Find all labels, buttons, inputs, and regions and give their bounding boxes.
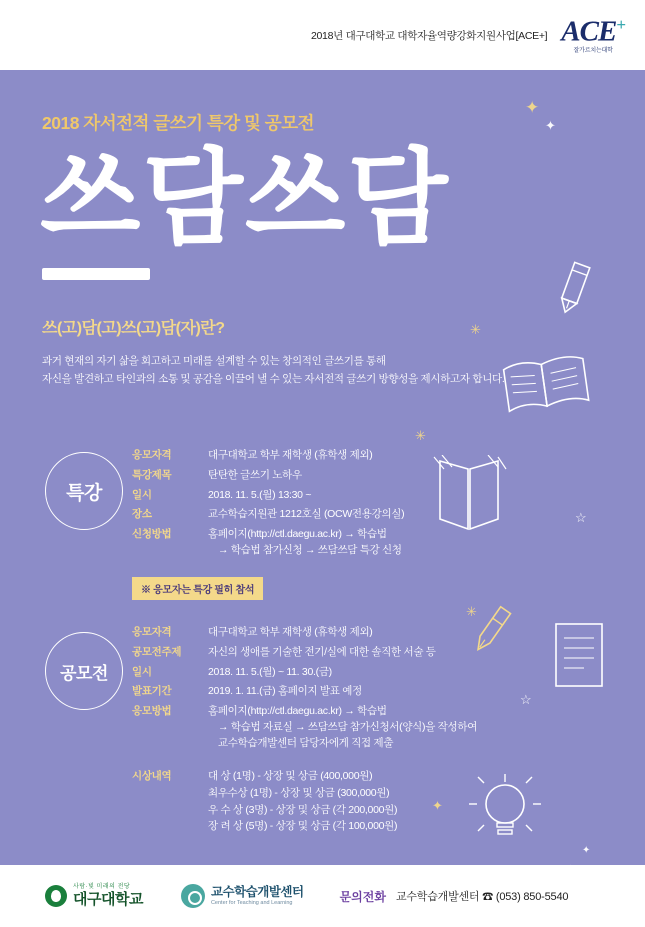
intro-description-line-2: 자신을 발견하고 타인과의 소통 및 공감을 이끌어 낼 수 있는 자서전적 글쓰기 방향성을 제시하고자 합니다. — [42, 373, 505, 386]
open-book-icon — [500, 352, 592, 416]
award-row — [132, 768, 532, 785]
daegu-university-logo — [45, 884, 143, 908]
ace-logo — [561, 16, 625, 55]
page-title: 쓰담쓰담 — [40, 141, 450, 257]
ace-logo-plus: + — [616, 14, 625, 34]
info-label: 발표기간 — [132, 685, 172, 698]
sparkle-icon: ✦ — [525, 98, 540, 117]
info-value-main: 홈페이지(http://ctl.daegu.ac.kr) → 학습법 — [208, 528, 387, 540]
info-row — [132, 507, 512, 523]
intro-description — [42, 352, 505, 389]
asterisk-icon: ✳ — [466, 604, 477, 619]
award-value: 대 상 (1명) - 상장 및 상금 (400,000원) — [208, 770, 373, 782]
special-lecture-note: ※ 응모자는 특강 필히 참석 — [132, 577, 263, 600]
info-value: 2018. 11. 5.(월) 13:30 ~ — [208, 488, 312, 501]
info-value-sub: → 학습법 자료실 → 쓰담쓰담 참가신청서(양식)을 작성하여 — [218, 720, 478, 733]
info-value-main: 홈페이지(http://ctl.daegu.ac.kr) → 학습법 — [208, 705, 387, 717]
info-value — [208, 704, 532, 751]
award-value: 우 수 상 (3명) - 상장 및 상금 (각 200,000원) — [208, 803, 398, 816]
award-label: 시상내역 — [132, 770, 172, 782]
info-row — [132, 625, 532, 641]
intro-description-line-1: 과거 현재의 자기 삶을 회고하고 미래를 설계할 수 있는 창의적인 글쓰기를 통해 — [42, 355, 386, 367]
info-value — [208, 527, 512, 559]
star-icon: ✦ — [582, 845, 591, 856]
info-label: 공모전주제 — [132, 645, 182, 658]
page-headline: 2018 자서전적 글쓰기 특강 및 공모전 — [42, 113, 315, 133]
award-row — [132, 785, 532, 802]
footer-bar — [0, 865, 645, 927]
ctl-logo-mark-icon — [181, 884, 205, 908]
star-icon: ☆ — [520, 692, 532, 707]
award-label-spacer — [132, 785, 208, 802]
award-label-spacer — [132, 818, 208, 835]
info-label: 일시 — [132, 488, 152, 501]
info-value: 2019. 1. 11.(금) 홈페이지 발표 예정 — [208, 685, 362, 698]
info-label: 신청방법 — [132, 528, 172, 540]
info-row — [132, 488, 512, 504]
title-underline — [42, 268, 150, 280]
asterisk-icon: ✳ — [470, 322, 481, 337]
ctl-logo — [181, 884, 304, 908]
info-value: 대구대학교 학부 재학생 (휴학생 제외) — [208, 449, 373, 461]
header-bar — [0, 0, 645, 70]
info-row — [132, 665, 532, 681]
award-value: 장 려 상 (5명) - 상장 및 상금 (각 100,000원) — [208, 820, 398, 833]
intro-question: 쓰(고)담(고)쓰(고)담(자)란? — [42, 320, 225, 337]
info-value: 2018. 11. 5.(월) ~ 11. 30.(금) — [208, 665, 332, 678]
award-value: 최우수상 (1명) - 상장 및 상금 (300,000원) — [208, 786, 390, 799]
ace-logo-subtitle: 잘가르치는대학 — [573, 48, 613, 55]
daegu-logo-tagline: 사람·빛 미래의 전당 — [73, 883, 131, 890]
document-icon — [550, 618, 612, 696]
ace-logo-word — [561, 16, 625, 47]
info-row — [132, 645, 532, 661]
daegu-logo-name: 대구대학교 — [73, 890, 143, 908]
contact-info — [340, 888, 569, 905]
info-value: 교수학습지원관 1212호실 (OCW전용강의실) — [208, 508, 405, 521]
info-label: 특강제목 — [132, 468, 172, 481]
info-label: 응모자격 — [132, 449, 172, 461]
info-value-sub: → 학습법 참가신청 → 쓰담쓰담 특강 신청 — [218, 543, 402, 556]
award-list — [132, 768, 532, 835]
info-label: 응모방법 — [132, 705, 172, 717]
contact-label: 문의전화 — [339, 889, 386, 904]
info-value: 탄탄한 글쓰기 노하우 — [208, 468, 302, 481]
info-row — [132, 684, 532, 700]
info-row — [132, 704, 532, 751]
info-value-sub2: 교수학습개발센터 담당자에게 직접 제출 — [218, 736, 394, 749]
ace-logo-text: ACE — [561, 15, 617, 48]
ctl-logo-name: 교수학습개발센터 — [210, 885, 304, 900]
info-row — [132, 448, 512, 464]
asterisk-icon: ✳ — [415, 428, 426, 443]
star-icon: ✦ — [432, 798, 443, 813]
award-row — [132, 802, 532, 819]
info-label: 일시 — [132, 665, 152, 678]
contest-info — [132, 625, 532, 755]
section-badge-contest: 공모전 — [45, 632, 123, 710]
daegu-logo-mark-icon — [45, 885, 67, 907]
info-row — [132, 527, 512, 559]
special-lecture-info — [132, 448, 512, 563]
ctl-logo-subtitle: Center for Teaching and Learning — [210, 900, 293, 907]
contact-value: 교수학습개발센터 ☎ (053) 850-5540 — [395, 891, 569, 903]
program-title: 2018년 대구대학교 대학자율역량강화지원사업[ACE+] — [310, 29, 548, 42]
info-value: 대구대학교 학부 재학생 (휴학생 제외) — [208, 626, 373, 638]
award-row — [132, 818, 532, 835]
info-value: 자신의 생애를 기술한 전기/실에 대한 솔직한 서술 등 — [208, 645, 436, 658]
info-row — [132, 468, 512, 484]
section-badge-special-lecture: 특강 — [45, 452, 123, 530]
info-label: 응모자격 — [132, 626, 172, 638]
star-icon: ☆ — [575, 510, 587, 525]
sparkle-icon: ✦ — [545, 118, 556, 133]
award-label-spacer — [132, 802, 208, 819]
info-label: 장소 — [132, 508, 152, 521]
